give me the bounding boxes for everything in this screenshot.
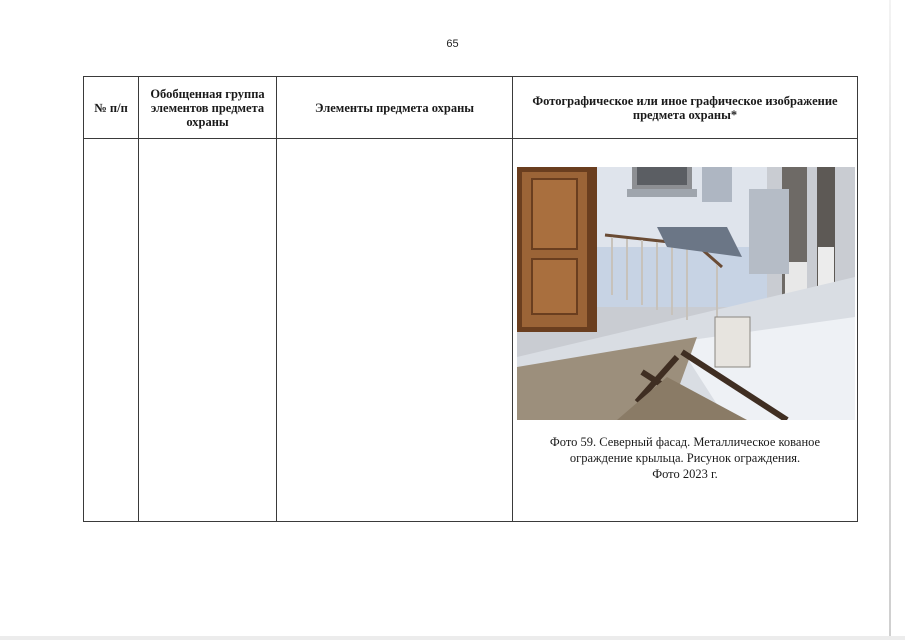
- caption-line: Фото 59. Северный фасад. Металлическое кованое: [549, 435, 821, 449]
- protection-table: [83, 76, 858, 522]
- cell-element-group: [139, 139, 276, 521]
- photo-caption: [512, 434, 858, 482]
- header-image: Фотографическое или иное графическое изображение предмета охраны*: [532, 93, 838, 122]
- caption-line: Фото 2023 г.: [652, 467, 718, 481]
- header-number: № п/п: [94, 100, 128, 115]
- header-element-group: Обобщенная группа элементов предмета охраны: [150, 86, 265, 129]
- scan-edge-right: [889, 0, 891, 640]
- scan-edge-bottom: [0, 636, 905, 640]
- header-protection-elements: Элементы предмета охраны: [314, 100, 475, 115]
- cell-protection-elements: [277, 139, 512, 521]
- page-number: 65: [446, 38, 459, 50]
- cell-number: [84, 139, 138, 521]
- photo-north-facade-porch-railing: [517, 167, 855, 420]
- caption-line: ограждение крыльца. Рисунок ограждения.: [569, 451, 801, 465]
